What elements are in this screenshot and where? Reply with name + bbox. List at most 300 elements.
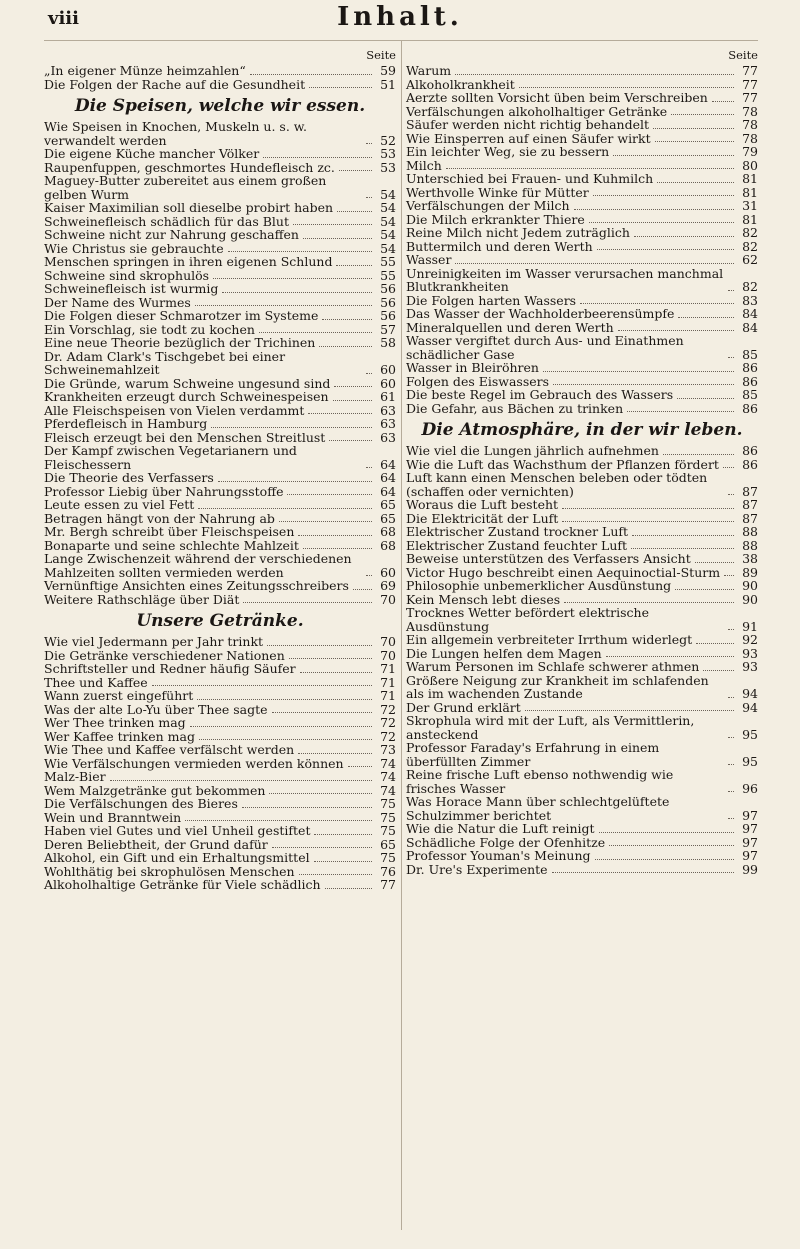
- entry-page-number: 92: [742, 632, 758, 647]
- toc-entry: [44, 811, 396, 825]
- entry-page-number: 52: [380, 132, 396, 148]
- dot-leader: [267, 645, 372, 646]
- toc-entry: [406, 714, 758, 741]
- entry-title: Wie die Luft das Wachsthum der Pflanzen fördert: [406, 456, 719, 472]
- dot-leader: [334, 386, 372, 387]
- entry-title: Dr. Ure's Experimente: [406, 861, 548, 877]
- dot-leader: [580, 303, 734, 304]
- entry-page-number: 97: [742, 848, 758, 863]
- entry-title: Wasser: [406, 252, 452, 267]
- entry-title: Leute essen zu viel Fett: [44, 497, 195, 512]
- toc-entry: [406, 552, 758, 566]
- dot-leader: [589, 222, 734, 223]
- entry-page-number: 75: [380, 823, 396, 838]
- entry-page-number: 77: [742, 63, 758, 78]
- entry-title: Unterschied bei Frauen- und Kuhmilch: [406, 171, 654, 186]
- dot-leader: [455, 263, 734, 264]
- entry-page-number: 81: [742, 211, 758, 227]
- toc-entry: [44, 377, 396, 391]
- entry-page-number: 54: [380, 240, 396, 256]
- dot-leader: [250, 74, 372, 75]
- toc-entry: [44, 404, 396, 418]
- entry-page-number: 60: [380, 564, 396, 580]
- right-column: [406, 46, 758, 876]
- toc-entry: [44, 797, 396, 811]
- entry-page-number: 86: [742, 400, 758, 416]
- toc-entry: [406, 186, 758, 200]
- entry-title: Wann zuerst eingeführt: [44, 688, 194, 703]
- entry-title: Wein und Branntwein: [44, 809, 182, 825]
- entry-page-number: 95: [742, 753, 758, 769]
- dot-leader: [299, 874, 372, 875]
- entry-title: Victor Hugo beschreibt einen Aequinoctial-Sturm: [406, 564, 721, 580]
- entry-page-number: 82: [742, 225, 758, 240]
- dot-leader: [446, 168, 734, 169]
- entry-page-number: 38: [742, 551, 758, 566]
- page-title: Inhalt.: [337, 2, 463, 32]
- toc-entry: [44, 228, 396, 242]
- entry-title: Was der alte Lo-Yu über Thee sagte: [44, 701, 268, 717]
- dot-leader: [152, 685, 372, 686]
- entry-title: Wer Thee trinken mag: [44, 715, 186, 730]
- entry-page-number: 72: [380, 701, 396, 717]
- dot-leader: [703, 670, 734, 671]
- entry-page-number: 78: [742, 117, 758, 132]
- dot-leader: [712, 101, 734, 102]
- toc-entry: [406, 863, 758, 877]
- dot-leader: [678, 317, 734, 318]
- toc-entry: [44, 282, 396, 296]
- toc-entry: [406, 795, 758, 822]
- dot-leader: [677, 398, 734, 399]
- entry-title: Wie Thee und Kaffee verfälscht werden: [44, 742, 295, 757]
- entry-title: Das Wasser der Wachholderbeerensümpfe: [406, 306, 675, 321]
- dot-leader: [272, 712, 372, 713]
- dot-leader: [728, 737, 734, 738]
- dot-leader: [337, 211, 372, 212]
- entry-page-number: 86: [742, 443, 758, 458]
- entry-title: Wasser in Bleiröhren: [406, 360, 539, 375]
- toc-entry: [406, 375, 758, 389]
- entry-page-number: 74: [380, 782, 396, 798]
- entry-title: Die Verfälschungen des Bieres: [44, 796, 238, 811]
- entry-page-number: 89: [742, 564, 758, 580]
- toc-entry: [44, 296, 396, 310]
- entry-title: Die Folgen der Rache auf die Gesundheit: [44, 76, 306, 92]
- dot-leader: [593, 195, 734, 196]
- entry-title: Wie Christus sie gebrauchte: [44, 240, 224, 256]
- entry-title: Raupenfuppen, geschmortes Hundefleisch zc.: [44, 159, 335, 175]
- toc-entry: [44, 498, 396, 512]
- entry-page-number: 72: [380, 728, 396, 744]
- entry-page-number: 94: [742, 699, 758, 715]
- entry-page-number: 51: [380, 76, 396, 92]
- toc-entry: [406, 458, 758, 472]
- entry-title: Beweise unterstützen des Verfassers Ansicht: [406, 551, 691, 566]
- toc-entry: [406, 741, 758, 768]
- dot-leader: [618, 330, 734, 331]
- dot-leader: [190, 726, 372, 727]
- entry-title: Schädliche Folge der Ofenhitze: [406, 834, 606, 850]
- toc-entry: [406, 226, 758, 240]
- dot-leader: [197, 699, 372, 700]
- dot-leader: [293, 224, 372, 225]
- dot-leader: [336, 265, 372, 266]
- toc-entry: [406, 471, 758, 498]
- entry-page-number: 86: [742, 373, 758, 389]
- entry-title: Elektrischer Zustand feuchter Luft: [406, 537, 628, 553]
- dot-leader: [303, 548, 372, 549]
- toc-entry: [44, 824, 396, 838]
- toc-entry: [406, 660, 758, 674]
- entry-title: Mr. Bergh schreibt über Fleischspeisen: [44, 524, 295, 539]
- entry-title: Verfälschungen der Milch: [406, 198, 570, 213]
- entry-title: Schweinefleisch ist wurmig: [44, 281, 219, 296]
- entry-title: Schweinefleisch schädlich für das Blut: [44, 213, 289, 229]
- dot-leader: [333, 400, 372, 401]
- dot-leader: [185, 820, 372, 821]
- dot-leader: [348, 766, 372, 767]
- entry-page-number: 86: [742, 456, 758, 472]
- dot-leader: [199, 739, 372, 740]
- entry-page-number: 63: [380, 429, 396, 445]
- dot-leader: [195, 305, 372, 306]
- toc-entry: [44, 689, 396, 703]
- entry-page-number: 87: [742, 497, 758, 512]
- toc-entry: [406, 361, 758, 375]
- entry-page-number: 65: [380, 510, 396, 526]
- entry-page-number: 78: [742, 103, 758, 119]
- toc-entry: [406, 91, 758, 105]
- dot-leader: [632, 535, 734, 536]
- toc-entry: [406, 579, 758, 593]
- toc-entry: [44, 703, 396, 717]
- entry-page-number: 95: [742, 726, 758, 742]
- entry-title: Philosophie unbemerklicher Ausdünstung: [406, 578, 672, 593]
- dot-leader: [525, 710, 734, 711]
- entry-title: Fleisch erzeugt bei den Menschen Streitlust: [44, 429, 326, 445]
- toc-entry: [44, 255, 396, 269]
- dot-leader: [609, 845, 734, 846]
- toc-entry: [44, 838, 396, 852]
- dot-leader: [366, 373, 372, 374]
- dot-leader: [322, 319, 372, 320]
- dot-leader: [198, 508, 372, 509]
- entry-title: Professor Youman's Meinung: [406, 848, 591, 863]
- toc-entry: [44, 579, 396, 593]
- dot-leader: [675, 589, 734, 590]
- entry-title: Krankheiten erzeugt durch Schweinespeisen: [44, 389, 329, 404]
- toc-entry: [44, 444, 396, 471]
- entry-page-number: 81: [742, 171, 758, 186]
- toc-entry: [44, 716, 396, 730]
- toc-entry: [44, 635, 396, 649]
- column-divider: [401, 40, 402, 1230]
- entry-title: Aerzte sollten Vorsicht üben beim Verschreiben: [406, 90, 708, 105]
- entry-title: Größere Neigung zur Krankheit im schlafenden als im wachenden Zustande: [406, 672, 709, 701]
- toc-entry: [406, 213, 758, 227]
- toc-entry: [44, 878, 396, 892]
- entry-page-number: 87: [742, 510, 758, 526]
- dot-leader: [308, 413, 372, 414]
- toc-entry: [44, 390, 396, 404]
- entry-title: Alle Fleischspeisen von Vielen verdammt: [44, 402, 305, 418]
- entry-title: Buttermilch und deren Werth: [406, 238, 593, 254]
- entry-title: Eine neue Theorie bezüglich der Trichinen: [44, 335, 316, 350]
- entry-page-number: 54: [380, 186, 396, 202]
- entry-title: Die Gründe, warum Schweine ungesund sind: [44, 375, 331, 391]
- entry-title: Mineralquellen und deren Werth: [406, 319, 614, 335]
- entry-page-number: 56: [380, 294, 396, 310]
- entry-page-number: 84: [742, 306, 758, 321]
- toc-entry: [44, 649, 396, 663]
- dot-leader: [300, 672, 372, 673]
- entry-page-number: 76: [380, 863, 396, 879]
- toc-entry: [44, 865, 396, 879]
- entry-page-number: 63: [380, 416, 396, 431]
- entry-page-number: 85: [742, 346, 758, 362]
- entry-page-number: 84: [742, 319, 758, 335]
- dot-leader: [724, 575, 734, 576]
- entry-title: Wohlthätig bei skrophulösen Menschen: [44, 863, 295, 879]
- dot-leader: [728, 290, 734, 291]
- toc-entry: [44, 662, 396, 676]
- toc-entry: [406, 159, 758, 173]
- entry-page-number: 55: [380, 254, 396, 269]
- toc-entry: [406, 334, 758, 361]
- entry-title: Haben viel Gutes und viel Unheil gestiftet: [44, 823, 311, 838]
- entry-title: Die Folgen harten Wassers: [406, 292, 577, 308]
- entry-page-number: 82: [742, 238, 758, 254]
- dot-leader: [243, 602, 372, 603]
- entry-title: Wie viel Jedermann per Jahr trinkt: [44, 634, 264, 649]
- dot-leader: [366, 143, 372, 144]
- dot-leader: [695, 562, 734, 563]
- dot-leader: [728, 818, 734, 819]
- toc-entry: [406, 701, 758, 715]
- dot-leader: [728, 791, 734, 792]
- toc-entry: [406, 633, 758, 647]
- entry-title: Die Getränke verschiedener Nationen: [44, 647, 285, 663]
- entry-title: Professor Liebig über Nahrungsstoffe: [44, 483, 284, 499]
- dot-leader: [657, 182, 734, 183]
- toc-entry: [406, 78, 758, 92]
- entry-page-number: 97: [742, 821, 758, 836]
- dot-leader: [298, 535, 372, 536]
- entry-page-number: 74: [380, 755, 396, 771]
- entry-title: Die Gefahr, aus Bächen zu trinken: [406, 400, 624, 416]
- toc-entry: [406, 267, 758, 294]
- entry-title: Die eigene Küche mancher Völker: [44, 146, 260, 161]
- dot-leader: [634, 236, 734, 237]
- entry-title: Luft kann einen Menschen beleben oder tödten (schaffen oder vernichten): [406, 470, 708, 499]
- entry-page-number: 88: [742, 537, 758, 553]
- entry-page-number: 77: [380, 877, 396, 892]
- dot-leader: [218, 481, 372, 482]
- left-column: [44, 46, 396, 892]
- dot-leader: [455, 74, 734, 75]
- entry-title: Werthvolle Winke für Mütter: [406, 184, 589, 200]
- toc-entry: [406, 64, 758, 78]
- dot-leader: [339, 170, 372, 171]
- dot-leader: [663, 454, 734, 455]
- dot-leader: [723, 467, 734, 468]
- entry-page-number: 31: [742, 198, 758, 213]
- entry-page-number: 54: [380, 200, 396, 215]
- entry-page-number: 60: [380, 375, 396, 391]
- entry-title: Malz-Bier: [44, 769, 106, 784]
- dot-leader: [552, 872, 734, 873]
- entry-page-number: 61: [380, 389, 396, 404]
- entry-page-number: 75: [380, 796, 396, 811]
- toc-entry: [44, 757, 396, 771]
- entry-title: Ein leichter Weg, sie zu bessern: [406, 144, 610, 159]
- entry-page-number: 54: [380, 227, 396, 242]
- dot-leader: [627, 411, 734, 412]
- entry-page-number: 86: [742, 360, 758, 375]
- entry-title: Betragen hängt von der Nahrung ab: [44, 510, 275, 526]
- entry-page-number: 64: [380, 483, 396, 499]
- dot-leader: [728, 494, 734, 495]
- toc-entry: [406, 118, 758, 132]
- toc-entry: [406, 388, 758, 402]
- dot-leader: [599, 832, 734, 833]
- entry-page-number: 64: [380, 470, 396, 485]
- toc-entry: [44, 471, 396, 485]
- entry-page-number: 70: [380, 647, 396, 663]
- dot-leader: [287, 494, 372, 495]
- dot-leader: [631, 548, 734, 549]
- entry-page-number: 75: [380, 850, 396, 865]
- toc-entry: [44, 201, 396, 215]
- entry-page-number: 77: [742, 90, 758, 105]
- toc-entry: [406, 768, 758, 795]
- entry-page-number: 97: [742, 834, 758, 850]
- section-heading: Unsere Getränke.: [136, 611, 304, 631]
- entry-page-number: 99: [742, 861, 758, 877]
- right-column-entries: [406, 64, 758, 876]
- dot-leader: [366, 575, 372, 576]
- entry-title: Skrophula wird mit der Luft, als Vermittlerin, ansteckend: [406, 713, 695, 742]
- entry-page-number: 53: [380, 146, 396, 161]
- entry-page-number: 71: [380, 661, 396, 676]
- dot-leader: [269, 793, 372, 794]
- dot-leader: [325, 888, 372, 889]
- entry-title: Der Name des Wurmes: [44, 294, 191, 310]
- toc-entry: [44, 539, 396, 553]
- entry-page-number: 71: [380, 674, 396, 690]
- entry-page-number: 83: [742, 292, 758, 308]
- dot-leader: [259, 332, 372, 333]
- dot-leader: [613, 155, 734, 156]
- dot-leader: [366, 467, 372, 468]
- entry-title: Die Folgen dieser Schmarotzer im Systeme: [44, 308, 319, 323]
- entry-title: Alkoholkrankheit: [406, 76, 515, 92]
- entry-title: Vernünftige Ansichten eines Zeitungsschreibers: [44, 578, 349, 593]
- entry-page-number: 82: [742, 279, 758, 294]
- entry-title: Trocknes Wetter befördert elektrische Ausdünstung: [406, 605, 649, 634]
- dot-leader: [366, 197, 372, 198]
- entry-title: Die Lungen helfen dem Magen: [406, 645, 602, 661]
- entry-title: Die Milch erkrankter Thiere: [406, 211, 585, 227]
- dot-leader: [314, 834, 372, 835]
- toc-entry: [44, 676, 396, 690]
- entry-title: Wie Verfälschungen vermieden werden können: [44, 755, 344, 771]
- toc-entry: [44, 770, 396, 784]
- toc-entry: [44, 730, 396, 744]
- entry-page-number: 79: [742, 144, 758, 159]
- entry-title: Wem Malzgetränke gut bekommen: [44, 782, 266, 798]
- dot-leader: [298, 753, 372, 754]
- entry-page-number: 60: [380, 362, 396, 377]
- toc-entry: [406, 172, 758, 186]
- entry-title: Alkoholhaltige Getränke für Viele schädlich: [44, 877, 321, 892]
- entry-page-number: 78: [742, 130, 758, 146]
- dot-leader: [110, 780, 372, 781]
- toc-entry: [44, 269, 396, 283]
- entry-page-number: 59: [380, 63, 396, 78]
- entry-page-number: 87: [742, 483, 758, 499]
- entry-title: Woraus die Luft besteht: [406, 497, 559, 512]
- toc-entry: [44, 417, 396, 431]
- section-heading: Die Speisen, welche wir essen.: [74, 96, 366, 116]
- toc-entry: [44, 147, 396, 161]
- entry-page-number: 91: [742, 618, 758, 634]
- entry-title: Menschen springen in ihren eigenen Schlund: [44, 254, 333, 269]
- entry-title: Folgen des Eiswassers: [406, 373, 550, 389]
- entry-title: Die beste Regel im Gebrauch des Wassers: [406, 387, 674, 402]
- entry-page-number: 58: [380, 335, 396, 350]
- entry-title: Thee und Kaffee: [44, 674, 148, 690]
- toc-entry: [44, 350, 396, 377]
- entry-title: Weitere Rathschläge über Diät: [44, 591, 240, 607]
- entry-title: Unreinigkeiten im Wasser verursachen manchmal Blutkrankheiten: [406, 265, 724, 294]
- toc-entry: [406, 606, 758, 633]
- toc-entry: [44, 552, 396, 579]
- entry-page-number: 88: [742, 524, 758, 539]
- entry-title: Reine frische Luft ebenso nothwendig wie frisches Wasser: [406, 767, 674, 796]
- page-number: viii: [48, 8, 79, 29]
- entry-title: Wasser vergiftet durch Aus- und Einathmen schädlicher Gase: [406, 333, 684, 362]
- dot-leader: [653, 128, 734, 129]
- entry-title: Dr. Adam Clark's Tischgebet bei einer Schweinemahlzeit: [44, 348, 286, 377]
- toc-entry: [406, 132, 758, 146]
- entry-title: Lange Zwischenzeit während der verschiedenen Mahlzeiten sollten vermieden werden: [44, 551, 352, 580]
- entry-title: Wie Einsperren auf einen Säufer wirkt: [406, 130, 651, 146]
- entry-page-number: 96: [742, 780, 758, 796]
- dot-leader: [263, 157, 372, 158]
- toc-entry: [406, 294, 758, 308]
- entry-title: Schweine nicht zur Nahrung geschaffen: [44, 227, 299, 242]
- entry-page-number: 56: [380, 308, 396, 323]
- entry-title: Maguey-Butter zubereitet aus einem großen gelben Wurm: [44, 173, 327, 202]
- entry-page-number: 73: [380, 742, 396, 757]
- dot-leader: [272, 847, 372, 848]
- entry-title: Die Theorie des Verfassers: [44, 470, 214, 485]
- entry-title: Der Kampf zwischen Vegetarianern und Fleischessern: [44, 443, 297, 472]
- toc-entry: [44, 784, 396, 798]
- entry-page-number: 65: [380, 836, 396, 852]
- dot-leader: [543, 371, 734, 372]
- dot-leader: [671, 114, 734, 115]
- dot-leader: [329, 440, 372, 441]
- entry-page-number: 54: [380, 213, 396, 229]
- section-heading: Die Atmosphäre, in der wir leben.: [421, 420, 743, 440]
- toc-entry: [44, 242, 396, 256]
- entry-page-number: 65: [380, 497, 396, 512]
- entry-page-number: 97: [742, 807, 758, 823]
- entry-title: Wie die Natur die Luft reinigt: [406, 821, 595, 836]
